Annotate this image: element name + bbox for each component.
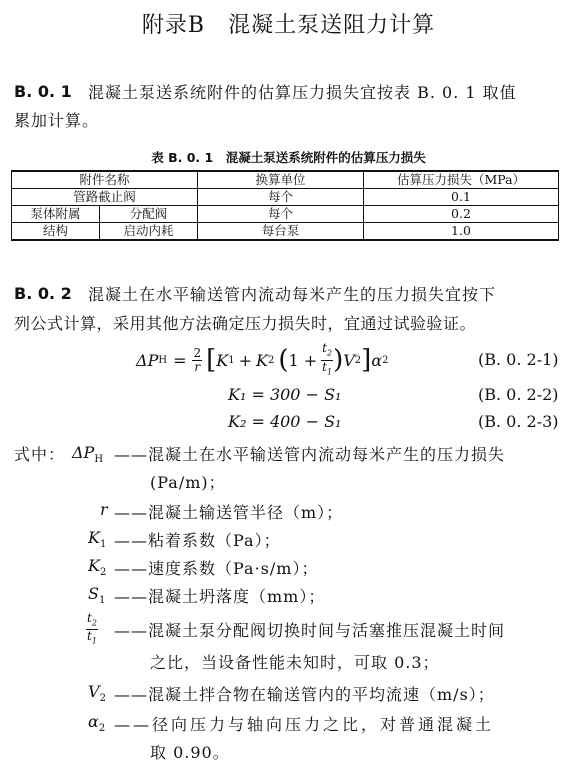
def-t-line1: ——混凝土泵分配阀切换时间与活塞推压混凝土时间	[114, 621, 506, 640]
symbol-k1: $K_1$	[88, 528, 107, 551]
symbol-alpha2: $\alpha_2$	[88, 712, 106, 735]
table-caption: 表 B. 0. 1 混凝土泵送系统附件的估算压力损失	[151, 150, 426, 165]
def-v2: ——混凝土拌合物在输送管内的平均流速（m/s）；	[114, 685, 495, 704]
table-cell: 每个	[198, 206, 364, 223]
defs-lead: 式中：	[14, 445, 66, 464]
formula-label-b021: (B. 0. 2-1)	[478, 350, 559, 369]
formula-b023: K₂ = 400 − S₁	[228, 412, 342, 431]
def-k1: ——粘着系数（Pa）；	[114, 531, 281, 550]
table-cell: 1.0	[364, 223, 559, 241]
symbol-delta-ph: $\Delta P_H$	[72, 443, 104, 466]
def-r: ——混凝土输送管半径（m）；	[114, 503, 344, 522]
table-header-row	[12, 171, 559, 189]
pressure-loss-table	[11, 170, 559, 241]
page-title: 附录B 混凝土泵送阻力计算	[141, 13, 436, 38]
header-cell: 附件名称	[12, 171, 198, 189]
b01-text-line1: 混凝土泵送系统附件的估算压力损失宜按表 B. 0. 1 取值	[88, 83, 517, 102]
table-cell: 0.2	[364, 206, 559, 223]
table-cell: 0.1	[364, 189, 559, 206]
symbol-r: r	[100, 500, 108, 519]
def-dph-line1: ——混凝土在水平输送管内流动每米产生的压力损失	[114, 445, 506, 464]
formula-b021: Δ P H = $\frac{2}{r}$ [ K 1 + K 2 ( 1 + $\frac{t_2}{t_1}$ ) V 2 ] α 2	[136, 341, 389, 376]
def-dph-line2: (Pa/m)；	[150, 473, 226, 492]
b01-text-line2: 累加计算。	[14, 111, 100, 130]
table-row	[12, 206, 559, 223]
def-alpha2-line2: 取 0.90。	[150, 743, 230, 762]
formula-label-b022: (B. 0. 2-2)	[478, 385, 559, 404]
def-k2: ——速度系数（Pa·s/m）；	[114, 559, 319, 578]
table-cell: 分配阀	[100, 206, 198, 223]
b02-text-line2: 列公式计算，采用其他方法确定压力损失时，宜通过试验验证。	[14, 314, 477, 333]
table-row	[12, 223, 559, 241]
def-t-line2: 之比，当设备性能未知时，可取 0.3；	[150, 653, 440, 672]
group-label-cell: 泵体附属	[12, 206, 100, 223]
symbol-t2-over-t1: $\frac{t_2}{t_1}$	[87, 611, 97, 646]
section-number-b02: B. 0. 2	[14, 284, 72, 303]
def-s1: ——混凝土坍落度（mm）；	[114, 587, 326, 606]
table-cell: 启动内耗	[100, 223, 198, 241]
symbol-k2: $K_2$	[88, 556, 107, 579]
symbol-s1: $S_1$	[88, 584, 106, 607]
header-cell: 估算压力损失（MPa）	[364, 171, 559, 189]
formula-label-b023: (B. 0. 2-3)	[478, 412, 559, 431]
table-cell: 每台泵	[198, 223, 364, 241]
def-alpha2-line1: ——径向压力与轴向压力之比，对普通混凝土	[114, 715, 495, 734]
table-cell: 管路截止阀	[12, 189, 198, 206]
header-cell: 换算单位	[198, 171, 364, 189]
fraction-t2-over-t1: $\frac{t_2}{t_1}$	[322, 341, 333, 376]
table-cell: 每个	[198, 189, 364, 206]
section-number-b01: B. 0. 1	[14, 82, 72, 101]
group-label-cell: 结构	[12, 223, 100, 241]
b02-text-line1: 混凝土在水平输送管内流动每米产生的压力损失宜按下	[88, 285, 497, 304]
fraction-2-over-r: $\frac{2}{r}$	[193, 345, 202, 374]
formula-b022: K₁ = 300 − S₁	[228, 385, 342, 404]
symbol-v2: $V_2$	[88, 682, 106, 705]
table-row	[12, 189, 559, 206]
